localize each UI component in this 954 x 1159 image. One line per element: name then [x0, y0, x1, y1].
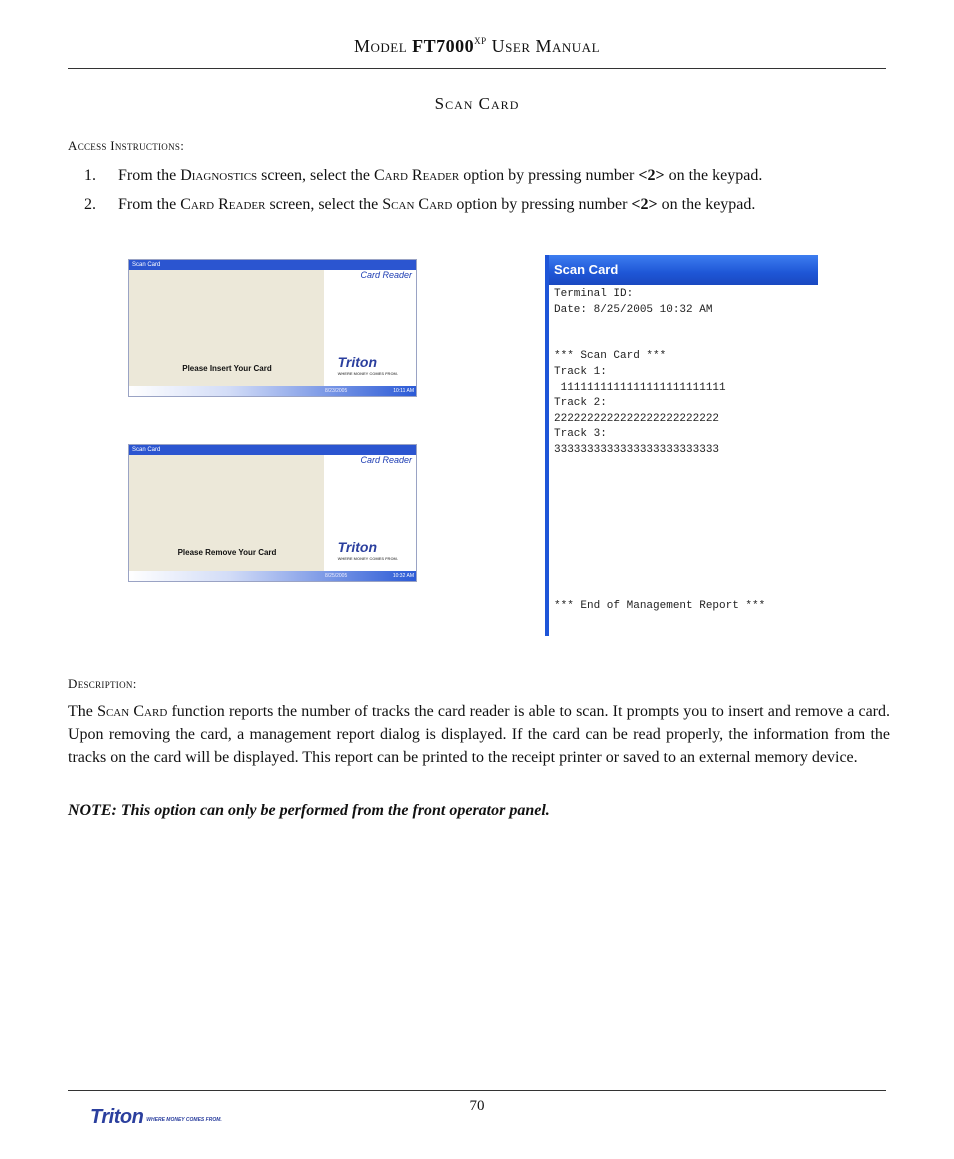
step-1-number: 1. — [84, 167, 96, 184]
step-1-card-reader: Card Reader — [374, 167, 460, 184]
description-text-a: The — [68, 703, 98, 720]
step-1-diagnostics: Diagnostics — [180, 167, 258, 184]
screen-time: 10:32 AM — [392, 573, 414, 579]
section-title: Scan Card — [434, 94, 520, 113]
footer-logo-tagline: WHERE MONEY COMES FROM. — [146, 1117, 222, 1123]
step-2-text-g: on the keypad. — [657, 196, 756, 213]
triton-logo-tagline: WHERE MONEY COMES FROM. — [337, 556, 398, 561]
triton-logo-tagline: WHERE MONEY COMES FROM. — [337, 371, 398, 376]
insert-card-message: Please Insert Your Card — [182, 364, 272, 373]
report-body: Terminal ID: Date: 8/25/2005 10:32 AM *** Scan Card *** Track 1: 1111111111111111111111111 Track 2: 2222222222222222222222222 Track 3: 3333333333333333333333333 — [554, 288, 726, 456]
insert-card-screen — [128, 259, 417, 397]
step-2-text-e: option by pressing number — [452, 196, 632, 213]
report-title-bar: Scan Card — [549, 255, 818, 285]
step-2-card-reader: Card Reader — [180, 196, 266, 213]
footer-logo-text: Triton — [90, 1106, 144, 1128]
report-end-line: *** End of Management Report *** — [554, 600, 766, 612]
screen-time: 10:11 AM — [393, 388, 414, 394]
header-model: Model — [353, 36, 408, 56]
step-2-number: 2. — [84, 196, 96, 213]
page-number: 70 — [469, 1098, 485, 1114]
step-1-text-e: option by pressing number — [459, 167, 639, 184]
screen-title-bar: Scan Card — [129, 260, 416, 270]
scan-card-report-window — [545, 255, 818, 636]
step-2-scan-card: Scan Card — [382, 196, 453, 213]
triton-logo — [338, 354, 398, 376]
step-1-text-c: screen, select the — [257, 167, 374, 184]
header-model-suffix: XP — [474, 36, 487, 46]
card-reader-label: Card Reader — [360, 455, 412, 465]
screen-status-bar — [129, 571, 416, 581]
card-reader-label: Card Reader — [360, 270, 412, 280]
step-1-text-a: From the — [118, 167, 181, 184]
step-1-key: <2> — [638, 167, 665, 184]
description-paragraph — [68, 700, 890, 769]
remove-card-message: Please Remove Your Card — [177, 548, 277, 557]
access-heading: Access Instructions: — [68, 138, 185, 153]
triton-logo-text: Triton — [337, 539, 378, 555]
screen-title-bar: Scan Card — [129, 445, 416, 455]
step-1-text-g: on the keypad. — [664, 167, 763, 184]
footer-rule — [68, 1090, 886, 1091]
description-scan-card: Scan Card — [97, 703, 168, 720]
header-title: User Manual — [491, 36, 601, 56]
step-2-key: <2> — [631, 196, 658, 213]
description-text-c: function reports the number of tracks the card reader is able to scan. It prompts you to insert and remove a card. Upon removing the card, a management report dialog is displayed. If the card can be read properly, the information from the tracks on the card will be displayed. This report can be printed to the receipt printer or saved to an external memory device. — [68, 703, 891, 766]
triton-logo — [338, 539, 398, 561]
note: NOTE: This option can only be performed from the front operator panel. — [68, 802, 550, 819]
triton-logo-text: Triton — [337, 354, 378, 370]
step-2-text-c: screen, select the — [265, 196, 383, 213]
screen-status-bar — [129, 386, 416, 396]
step-2 — [68, 195, 898, 215]
header-model-number: FT7000 — [412, 36, 475, 56]
page-header — [68, 36, 886, 57]
screen-date: 8/25/2005 — [325, 573, 348, 579]
footer-triton-logo — [90, 1106, 222, 1129]
header-rule — [68, 68, 886, 69]
screen-date: 8/23/2005 — [325, 388, 348, 394]
step-2-text-a: From the — [118, 196, 181, 213]
remove-card-screen — [128, 444, 417, 582]
step-1 — [68, 166, 898, 186]
description-heading: Description: — [68, 676, 137, 691]
